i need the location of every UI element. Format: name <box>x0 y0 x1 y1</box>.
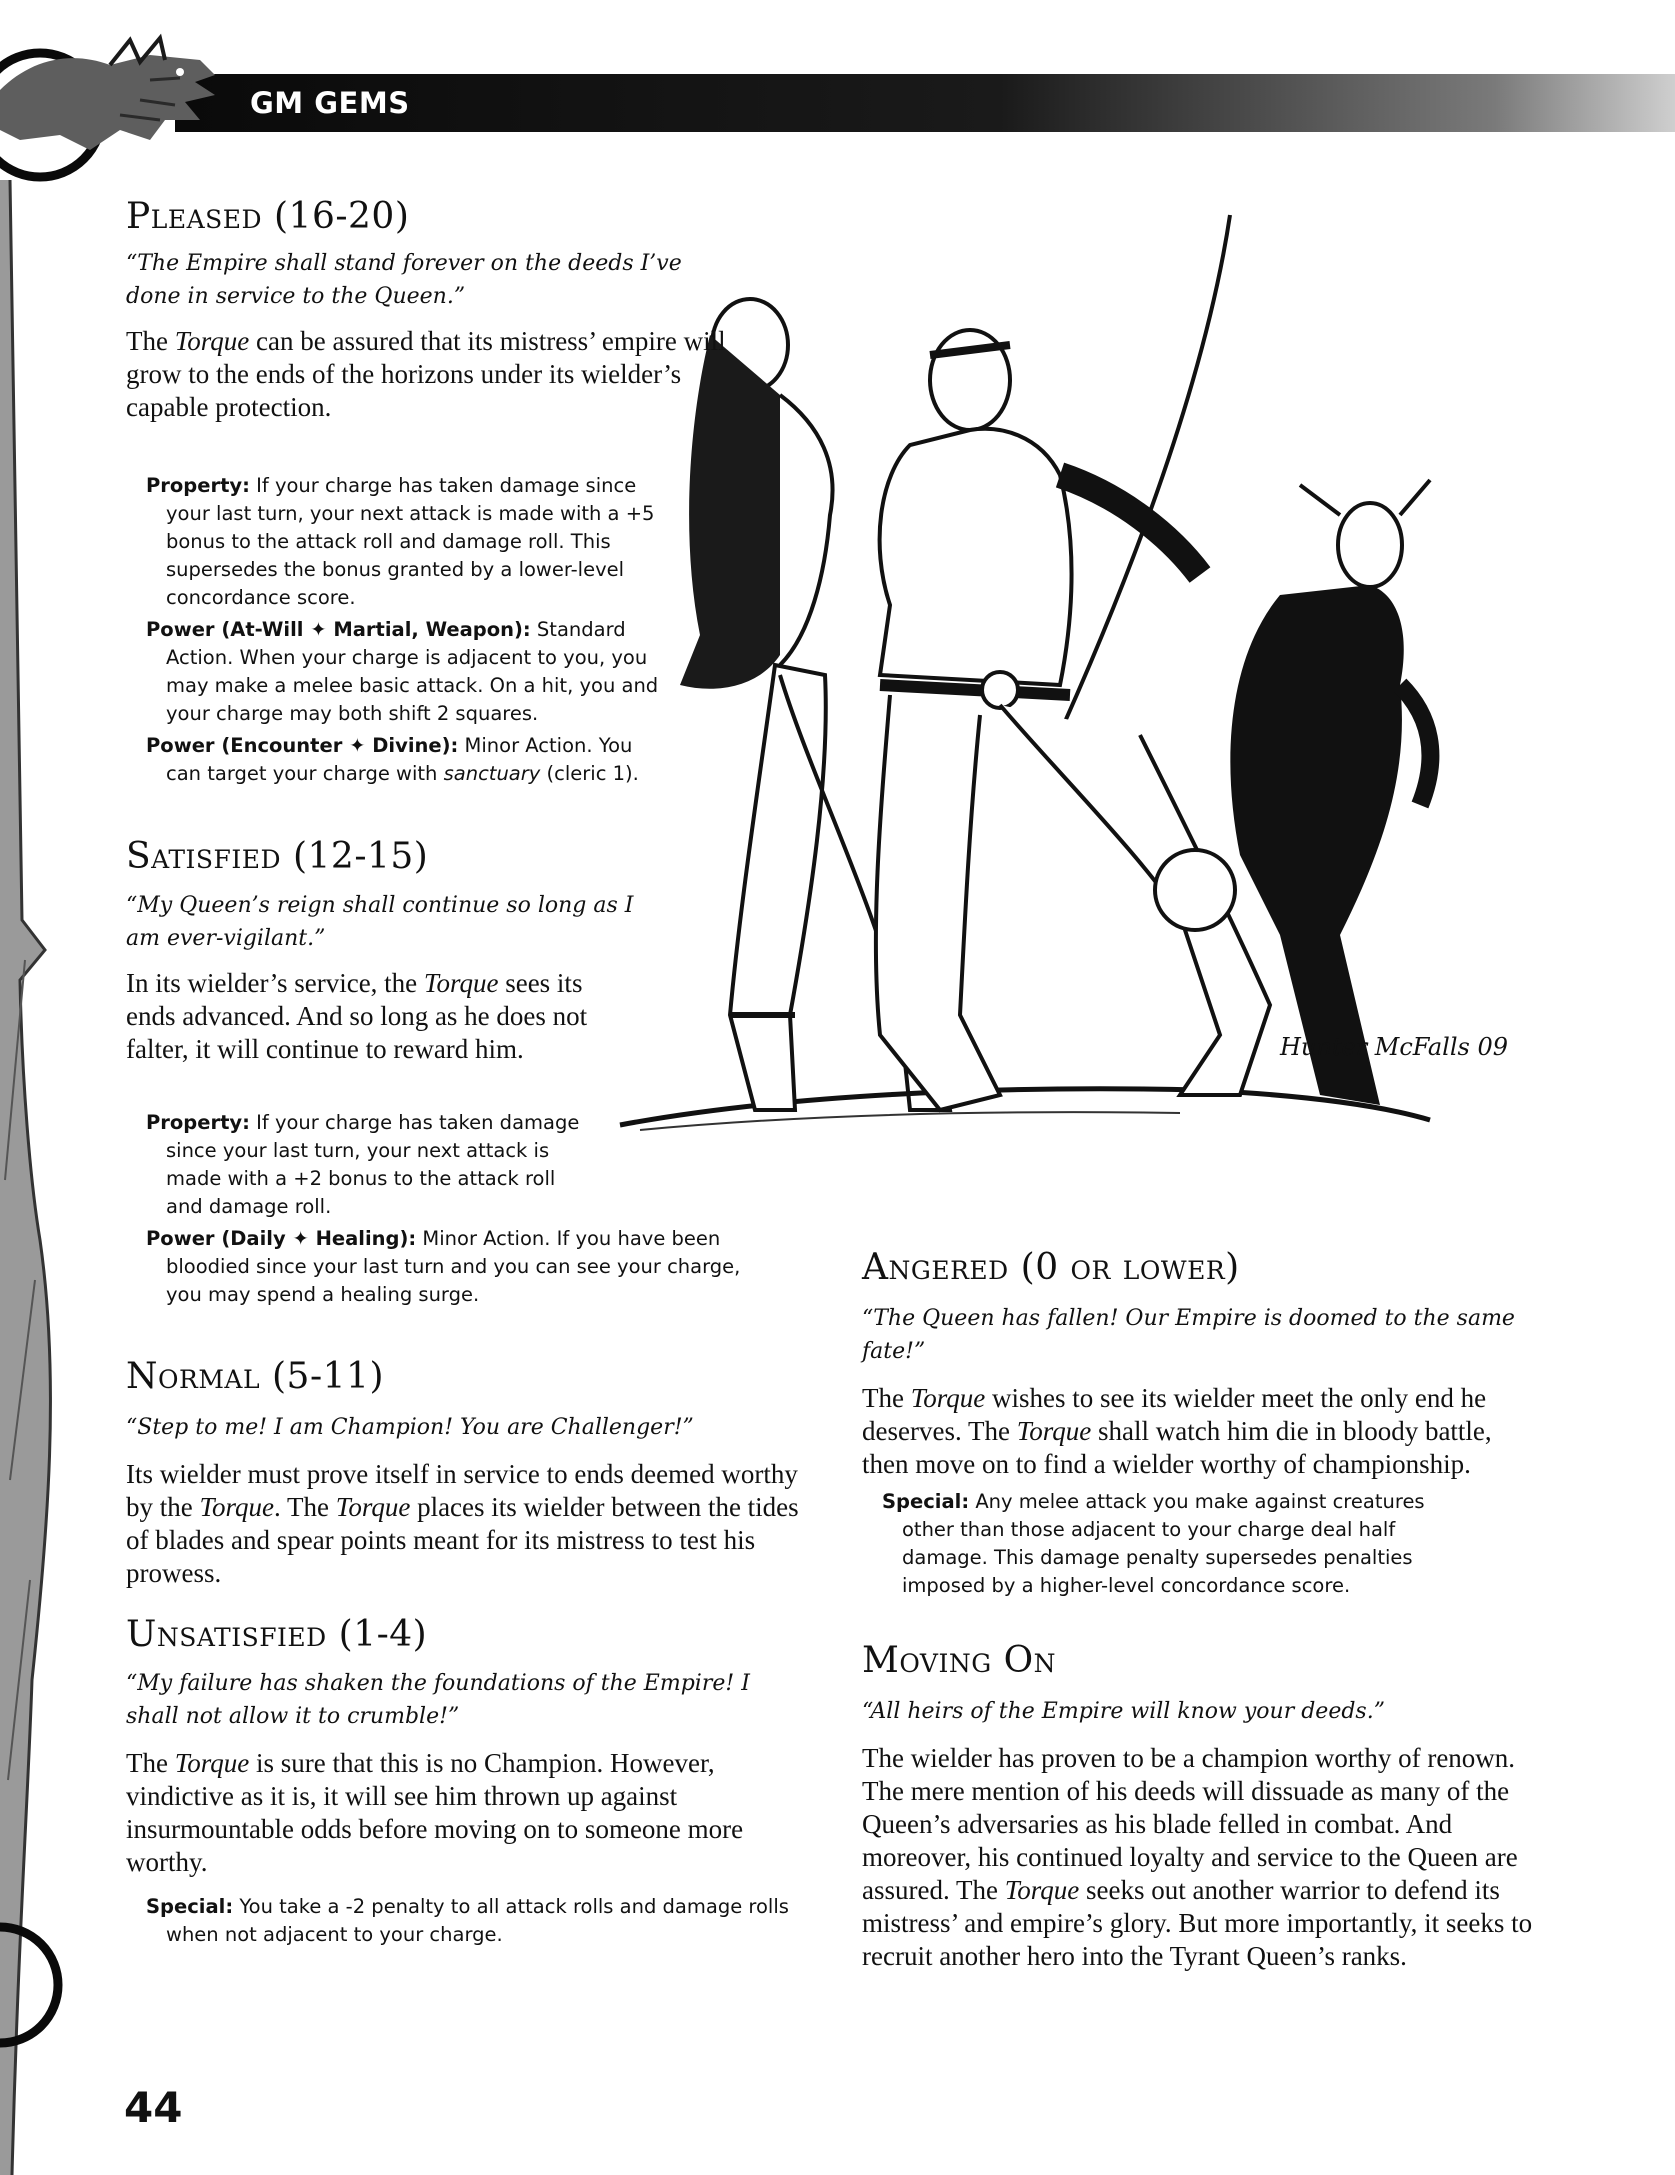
section-satisfied <box>126 836 646 1066</box>
stats-pleased <box>146 472 670 788</box>
body-pleased: The Torque can be assured that its mistress’ empire will grow to the ends of the horizons under its wielder’s capable protection. <box>126 326 726 422</box>
quote-satisfied: “My Queen’s reign shall continue so long as I am ever-vigilant.” <box>126 893 634 951</box>
artist-signature: Hunter McFalls 09 <box>1280 1033 1508 1061</box>
heading-angered: Angered (0 or lower) <box>862 1247 1240 1288</box>
body-moving-on: The wielder has proven to be a champion worthy of renown. The mere mention of his deeds will dissuade as many of the Queen’s adversaries as his blade felled in combat. And moreover, his continued loyalty and service to the Queen are assured. The Torque seeks out another warrior to defend its mistress’ and empire’s glory. But more importantly, it seeks to recruit another hero into the Tyrant Queen’s ranks. <box>862 1743 1533 1971</box>
body-angered: The Torque wishes to see its wielder meet the only end he deserves. The Torque shall watch him die in bloody battle, then move on to find a wielder worthy of championship. <box>862 1383 1492 1479</box>
quote-unsatisfied: “My failure has shaken the foundations of the Empire! I shall not allow it to crumble!” <box>126 1671 750 1729</box>
heading-pleased: Pleased (16-20) <box>126 196 410 237</box>
body-unsatisfied: The Torque is sure that this is no Champion. However, vindictive as it is, it will see him thrown up against insurmountable odds before moving on to someone more worthy. <box>126 1748 744 1877</box>
stat-power-at-will: Power (At-Will ✦ Martial, Weapon): Standard Action. When your charge is adjacent to you, you may make a melee basic attack. On a hit, you and your charge may both shift 2 squares. <box>146 618 659 725</box>
dragon-logo-icon <box>0 20 240 180</box>
quote-pleased: “The Empire shall stand forever on the deeds I’ve done in service to the Queen.” <box>126 251 682 309</box>
body-normal: Its wielder must prove itself in service to ends deemed worthy by the Torque. The Torque places its wielder between the tides of blades and spear points meant for its mistress to test his prowess. <box>126 1459 799 1588</box>
quote-normal: “Step to me! I am Champion! You are Challenger!” <box>126 1415 694 1440</box>
stat-power-daily: Power (Daily ✦ Healing): Minor Action. If you have been bloodied since your last turn and you can see your charge, you may spend a healing surge. <box>146 1227 741 1306</box>
stats-satisfied <box>146 1109 746 1309</box>
stat-power-encounter: Power (Encounter ✦ Divine): Minor Action. You can target your charge with sanctuary (cleric 1). <box>146 734 639 785</box>
section-pleased <box>126 196 726 424</box>
stats-unsatisfied <box>146 1893 796 1949</box>
section-angered <box>862 1247 1542 1481</box>
stat-property-pleased: Property: If your charge has taken damage since your last turn, your next attack is made with a +5 bonus to the attack roll and damage roll. This supersedes the bonus granted by a lower-level concordance score. <box>146 474 655 609</box>
stats-angered <box>882 1488 1452 1600</box>
quote-angered: “The Queen has fallen! Our Empire is doomed to the same fate!” <box>862 1306 1515 1364</box>
heading-unsatisfied: Unsatisfied (1-4) <box>126 1614 428 1655</box>
stat-special-angered: Special: Any melee attack you make against creatures other than those adjacent to your charge deal half damage. This damage penalty supersedes penalties imposed by a higher-level concordance score. <box>882 1490 1425 1597</box>
section-normal <box>126 1356 806 1590</box>
heading-normal: Normal (5-11) <box>126 1356 384 1397</box>
stat-special-unsatisfied: Special: You take a -2 penalty to all attack rolls and damage rolls when not adjacent to your charge. <box>146 1895 789 1946</box>
heading-moving-on: Moving On <box>862 1640 1057 1681</box>
stat-property-satisfied: Property: If your charge has taken damage since your last turn, your next attack is made with a +2 bonus to the attack roll and damage roll. <box>146 1111 580 1218</box>
section-unsatisfied <box>126 1614 806 1879</box>
header-title: GM GEMS <box>250 86 410 120</box>
quote-moving-on: “All heirs of the Empire will know your deeds.” <box>862 1699 1385 1724</box>
body-satisfied: In its wielder’s service, the Torque sees its ends advanced. And so long as he does not falter, it will continue to reward him. <box>126 968 588 1064</box>
left-border-ornament <box>0 180 120 2175</box>
page-number: 44 <box>124 2083 183 2132</box>
heading-satisfied: Satisfied (12-15) <box>126 836 429 877</box>
section-moving-on <box>862 1640 1562 1973</box>
